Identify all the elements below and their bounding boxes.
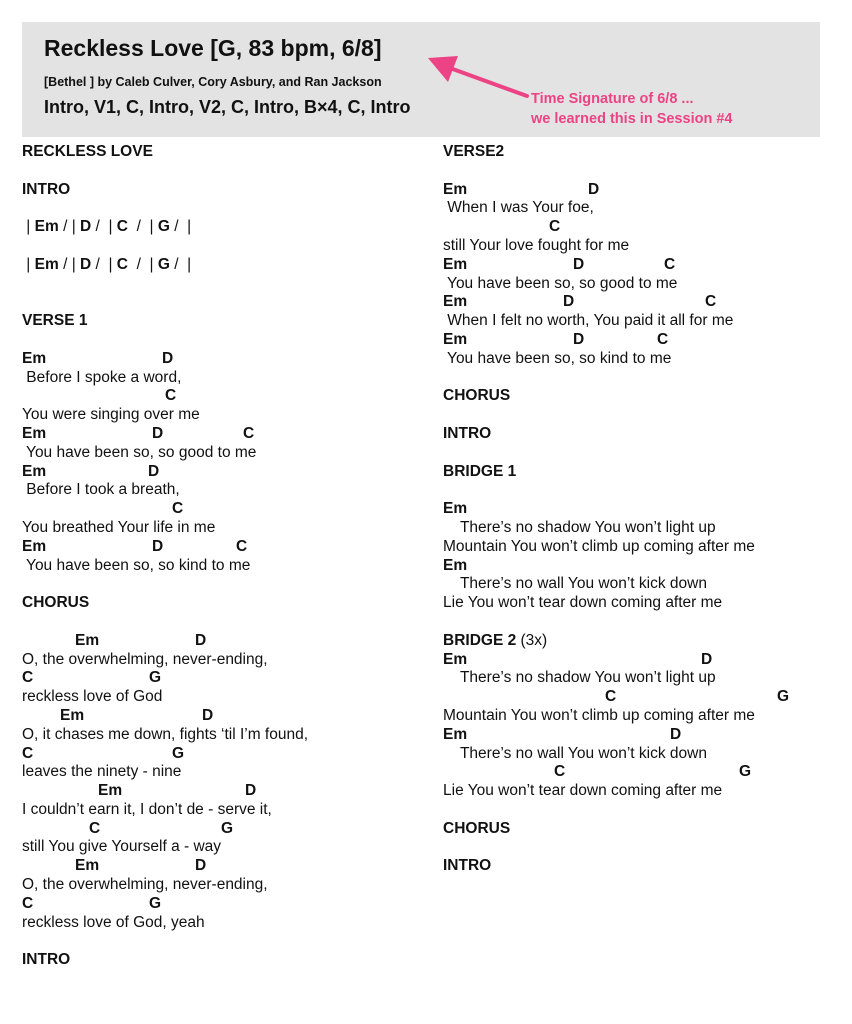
lyric-line — [443, 782, 843, 801]
chord: Em — [443, 330, 468, 348]
chord: C — [22, 669, 34, 687]
lyric-line — [22, 369, 422, 388]
lyric-line — [443, 519, 843, 538]
lyric-line — [22, 651, 422, 670]
lyric-text: There’s no wall You won’t kick down — [443, 744, 707, 762]
chord: C — [22, 894, 34, 912]
time-signature-note — [531, 89, 732, 129]
lyric-text: reckless love of God — [22, 688, 163, 706]
chord: D — [588, 180, 600, 198]
chord: G — [153, 255, 170, 273]
lyric-text: When I felt no worth, You paid it all for me — [443, 312, 734, 330]
lyric-line — [443, 350, 843, 369]
song-credits: [Bethel ] by Caleb Culver, Cory Asbury, and Ran Jackson — [44, 75, 382, 89]
chord: Em — [443, 650, 468, 668]
bridge1-block — [443, 500, 843, 613]
chord: D — [195, 857, 207, 875]
lyric-text: Before I took a breath, — [22, 481, 180, 499]
lyric-text: still Your love fought for me — [443, 236, 630, 254]
lyric-text: You have been so, so good to me — [443, 274, 678, 292]
lyric-line — [22, 801, 422, 820]
chord-line — [22, 745, 422, 764]
chord-line — [443, 256, 843, 275]
chord: C — [664, 255, 676, 273]
chord: D — [162, 349, 174, 367]
chord: Em — [75, 631, 100, 649]
lyric-line — [22, 406, 422, 425]
chord-line — [443, 500, 843, 519]
section-heading-intro: INTRO — [443, 424, 492, 442]
chord-line — [22, 425, 422, 444]
song-title: Reckless Love [G, 83 bpm, 6/8] — [44, 35, 382, 61]
lyric-line — [22, 519, 422, 538]
chord: D — [152, 537, 164, 555]
chord: D — [670, 725, 682, 743]
bar-separator: / | — [58, 218, 76, 236]
chord: C — [165, 387, 177, 405]
chord-line — [22, 707, 422, 726]
bar-separator: | — [22, 255, 31, 273]
chord: C — [705, 293, 717, 311]
chord: D — [75, 255, 92, 273]
bar-separator: / | — [91, 218, 113, 236]
right-column — [443, 143, 843, 876]
lyric-text: There’s no shadow You won’t light up — [443, 669, 716, 687]
chord: D — [75, 218, 92, 236]
chord: D — [573, 255, 585, 273]
lyric-text: Lie You won’t tear down coming after me — [443, 594, 723, 612]
lyric-text: You were singing over me — [22, 406, 200, 424]
chord: Em — [30, 218, 59, 236]
chord-line — [22, 632, 422, 651]
lyric-text: Mountain You won’t climb up coming after me — [443, 537, 755, 555]
chord-line — [22, 350, 422, 369]
chord-line — [443, 331, 843, 350]
verse2-block — [443, 181, 843, 369]
chord-line — [22, 857, 422, 876]
chord: D — [152, 424, 164, 442]
lyric-text: O, the overwhelming, never-ending, — [22, 650, 268, 668]
chord: C — [243, 424, 255, 442]
chord-line — [443, 218, 843, 237]
lyric-text: Lie You won’t tear down coming after me — [443, 782, 723, 800]
chord: G — [172, 744, 185, 762]
chord: C — [549, 218, 561, 236]
section-heading-bridge1: BRIDGE 1 — [443, 462, 517, 480]
lyric-text: You have been so, so kind to me — [22, 556, 251, 574]
chord-line — [443, 293, 843, 312]
lyric-line — [22, 481, 422, 500]
lyric-line — [22, 557, 422, 576]
chord-line — [443, 557, 843, 576]
chord: Em — [443, 180, 468, 198]
chord: C — [89, 819, 101, 837]
chord: C — [554, 763, 566, 781]
lyric-text: still You give Yourself a - way — [22, 838, 222, 856]
bar-separator: / | — [128, 218, 154, 236]
lyric-line — [443, 538, 843, 557]
chord: Em — [60, 706, 85, 724]
chord: D — [245, 782, 257, 800]
chord: G — [777, 688, 790, 706]
lyric-line — [22, 726, 422, 745]
lyric-line — [443, 275, 843, 294]
lyric-line — [443, 199, 843, 218]
lyric-text: Before I spoke a word, — [22, 368, 182, 386]
lyric-text: You have been so, so kind to me — [443, 349, 672, 367]
chord-line — [22, 820, 422, 839]
lyric-line — [22, 876, 422, 895]
lyric-text: There’s no wall You won’t kick down — [443, 575, 707, 593]
lyric-text: When I was Your foe, — [443, 199, 594, 217]
lyric-line — [443, 312, 843, 331]
lyric-line — [443, 669, 843, 688]
lyric-text: I couldn’t earn it, I don’t de - serve it, — [22, 800, 272, 818]
chord: C — [172, 500, 184, 518]
chord: C — [22, 744, 34, 762]
section-heading-intro: INTRO — [22, 180, 71, 198]
chord: Em — [22, 424, 47, 442]
lyric-line — [443, 707, 843, 726]
lyric-text: reckless love of God, yeah — [22, 913, 205, 931]
chord: D — [701, 650, 713, 668]
chord: G — [739, 763, 752, 781]
chord-line — [22, 387, 422, 406]
section-heading-chorus: CHORUS — [443, 387, 511, 405]
chord: C — [112, 255, 128, 273]
chord: G — [221, 819, 234, 837]
intro-chord-bar — [22, 256, 422, 275]
chord: Em — [98, 782, 123, 800]
chord: Em — [30, 255, 59, 273]
chord-line — [22, 538, 422, 557]
section-heading-verse1: VERSE 1 — [22, 312, 88, 330]
chord: Em — [75, 857, 100, 875]
chord: G — [149, 669, 162, 687]
lyric-text: O, the overwhelming, never-ending, — [22, 876, 268, 894]
section-heading-verse2: VERSE2 — [443, 143, 505, 160]
chord-line — [443, 651, 843, 670]
bridge2-label: BRIDGE 2 — [443, 631, 517, 649]
lyric-line — [22, 838, 422, 857]
lyric-line — [22, 444, 422, 463]
lyric-line — [443, 237, 843, 256]
verse1-block — [22, 350, 422, 576]
chord: D — [148, 462, 160, 480]
bar-separator: / | — [169, 255, 192, 273]
bar-separator: / | — [169, 218, 192, 236]
lyric-line — [443, 745, 843, 764]
chord: Em — [22, 462, 47, 480]
note-line-1: Time Signature of 6/8 ... — [531, 91, 694, 107]
lyric-text: leaves the ninety - nine — [22, 763, 182, 781]
chord-line — [443, 688, 843, 707]
chord: D — [573, 330, 585, 348]
section-heading-bridge2 — [443, 632, 843, 651]
bar-separator: / | — [128, 255, 154, 273]
lyric-line — [443, 594, 843, 613]
section-heading-intro: INTRO — [443, 857, 492, 875]
chord: C — [112, 218, 128, 236]
chord: C — [657, 330, 669, 348]
section-heading-chorus: CHORUS — [443, 819, 511, 837]
chord-line — [22, 500, 422, 519]
bridge2-repeat: (3x) — [516, 631, 548, 649]
lyric-line — [22, 914, 422, 933]
chord: D — [202, 706, 214, 724]
chord: D — [563, 293, 575, 311]
left-column — [22, 143, 422, 970]
lyric-line — [22, 688, 422, 707]
chord: C — [605, 688, 617, 706]
chord-line — [22, 463, 422, 482]
chord: Em — [22, 349, 47, 367]
lyric-text: O, it chases me down, fights ‘til I’m found, — [22, 725, 309, 743]
section-heading-chorus: CHORUS — [22, 594, 90, 612]
chord-line — [443, 763, 843, 782]
song-structure: Intro, V1, C, Intro, V2, C, Intro, B×4, C, Intro — [44, 97, 411, 117]
lyric-text: Mountain You won’t climb up coming after me — [443, 706, 755, 724]
chord: Em — [443, 500, 468, 518]
chord: Em — [443, 725, 468, 743]
chord-line — [22, 895, 422, 914]
lyric-line — [22, 763, 422, 782]
section-heading-intro-end: INTRO — [22, 951, 71, 969]
chord: Em — [443, 556, 468, 574]
chord: Em — [443, 293, 468, 311]
chord: Em — [443, 255, 468, 273]
bar-separator: / | — [58, 255, 76, 273]
lyric-text: There’s no shadow You won’t light up — [443, 518, 716, 536]
lyric-text: You breathed Your life in me — [22, 518, 216, 536]
chord: D — [195, 631, 207, 649]
intro-chord-bar — [22, 218, 422, 237]
chord: G — [153, 218, 170, 236]
chord: C — [236, 537, 248, 555]
chord: Em — [22, 537, 47, 555]
lyric-text: You have been so, so good to me — [22, 443, 257, 461]
lyric-line — [443, 575, 843, 594]
note-line-2: we learned this in Session #4 — [531, 111, 733, 127]
bridge2-block — [443, 651, 843, 801]
chorus-block — [22, 632, 422, 933]
chord-line — [22, 669, 422, 688]
bar-separator: | — [22, 218, 31, 236]
chord: G — [149, 894, 162, 912]
chord-line — [443, 181, 843, 200]
chord-line — [443, 726, 843, 745]
chord-line — [22, 782, 422, 801]
section-heading-title: RECKLESS LOVE — [22, 143, 153, 160]
bar-separator: / | — [91, 255, 113, 273]
